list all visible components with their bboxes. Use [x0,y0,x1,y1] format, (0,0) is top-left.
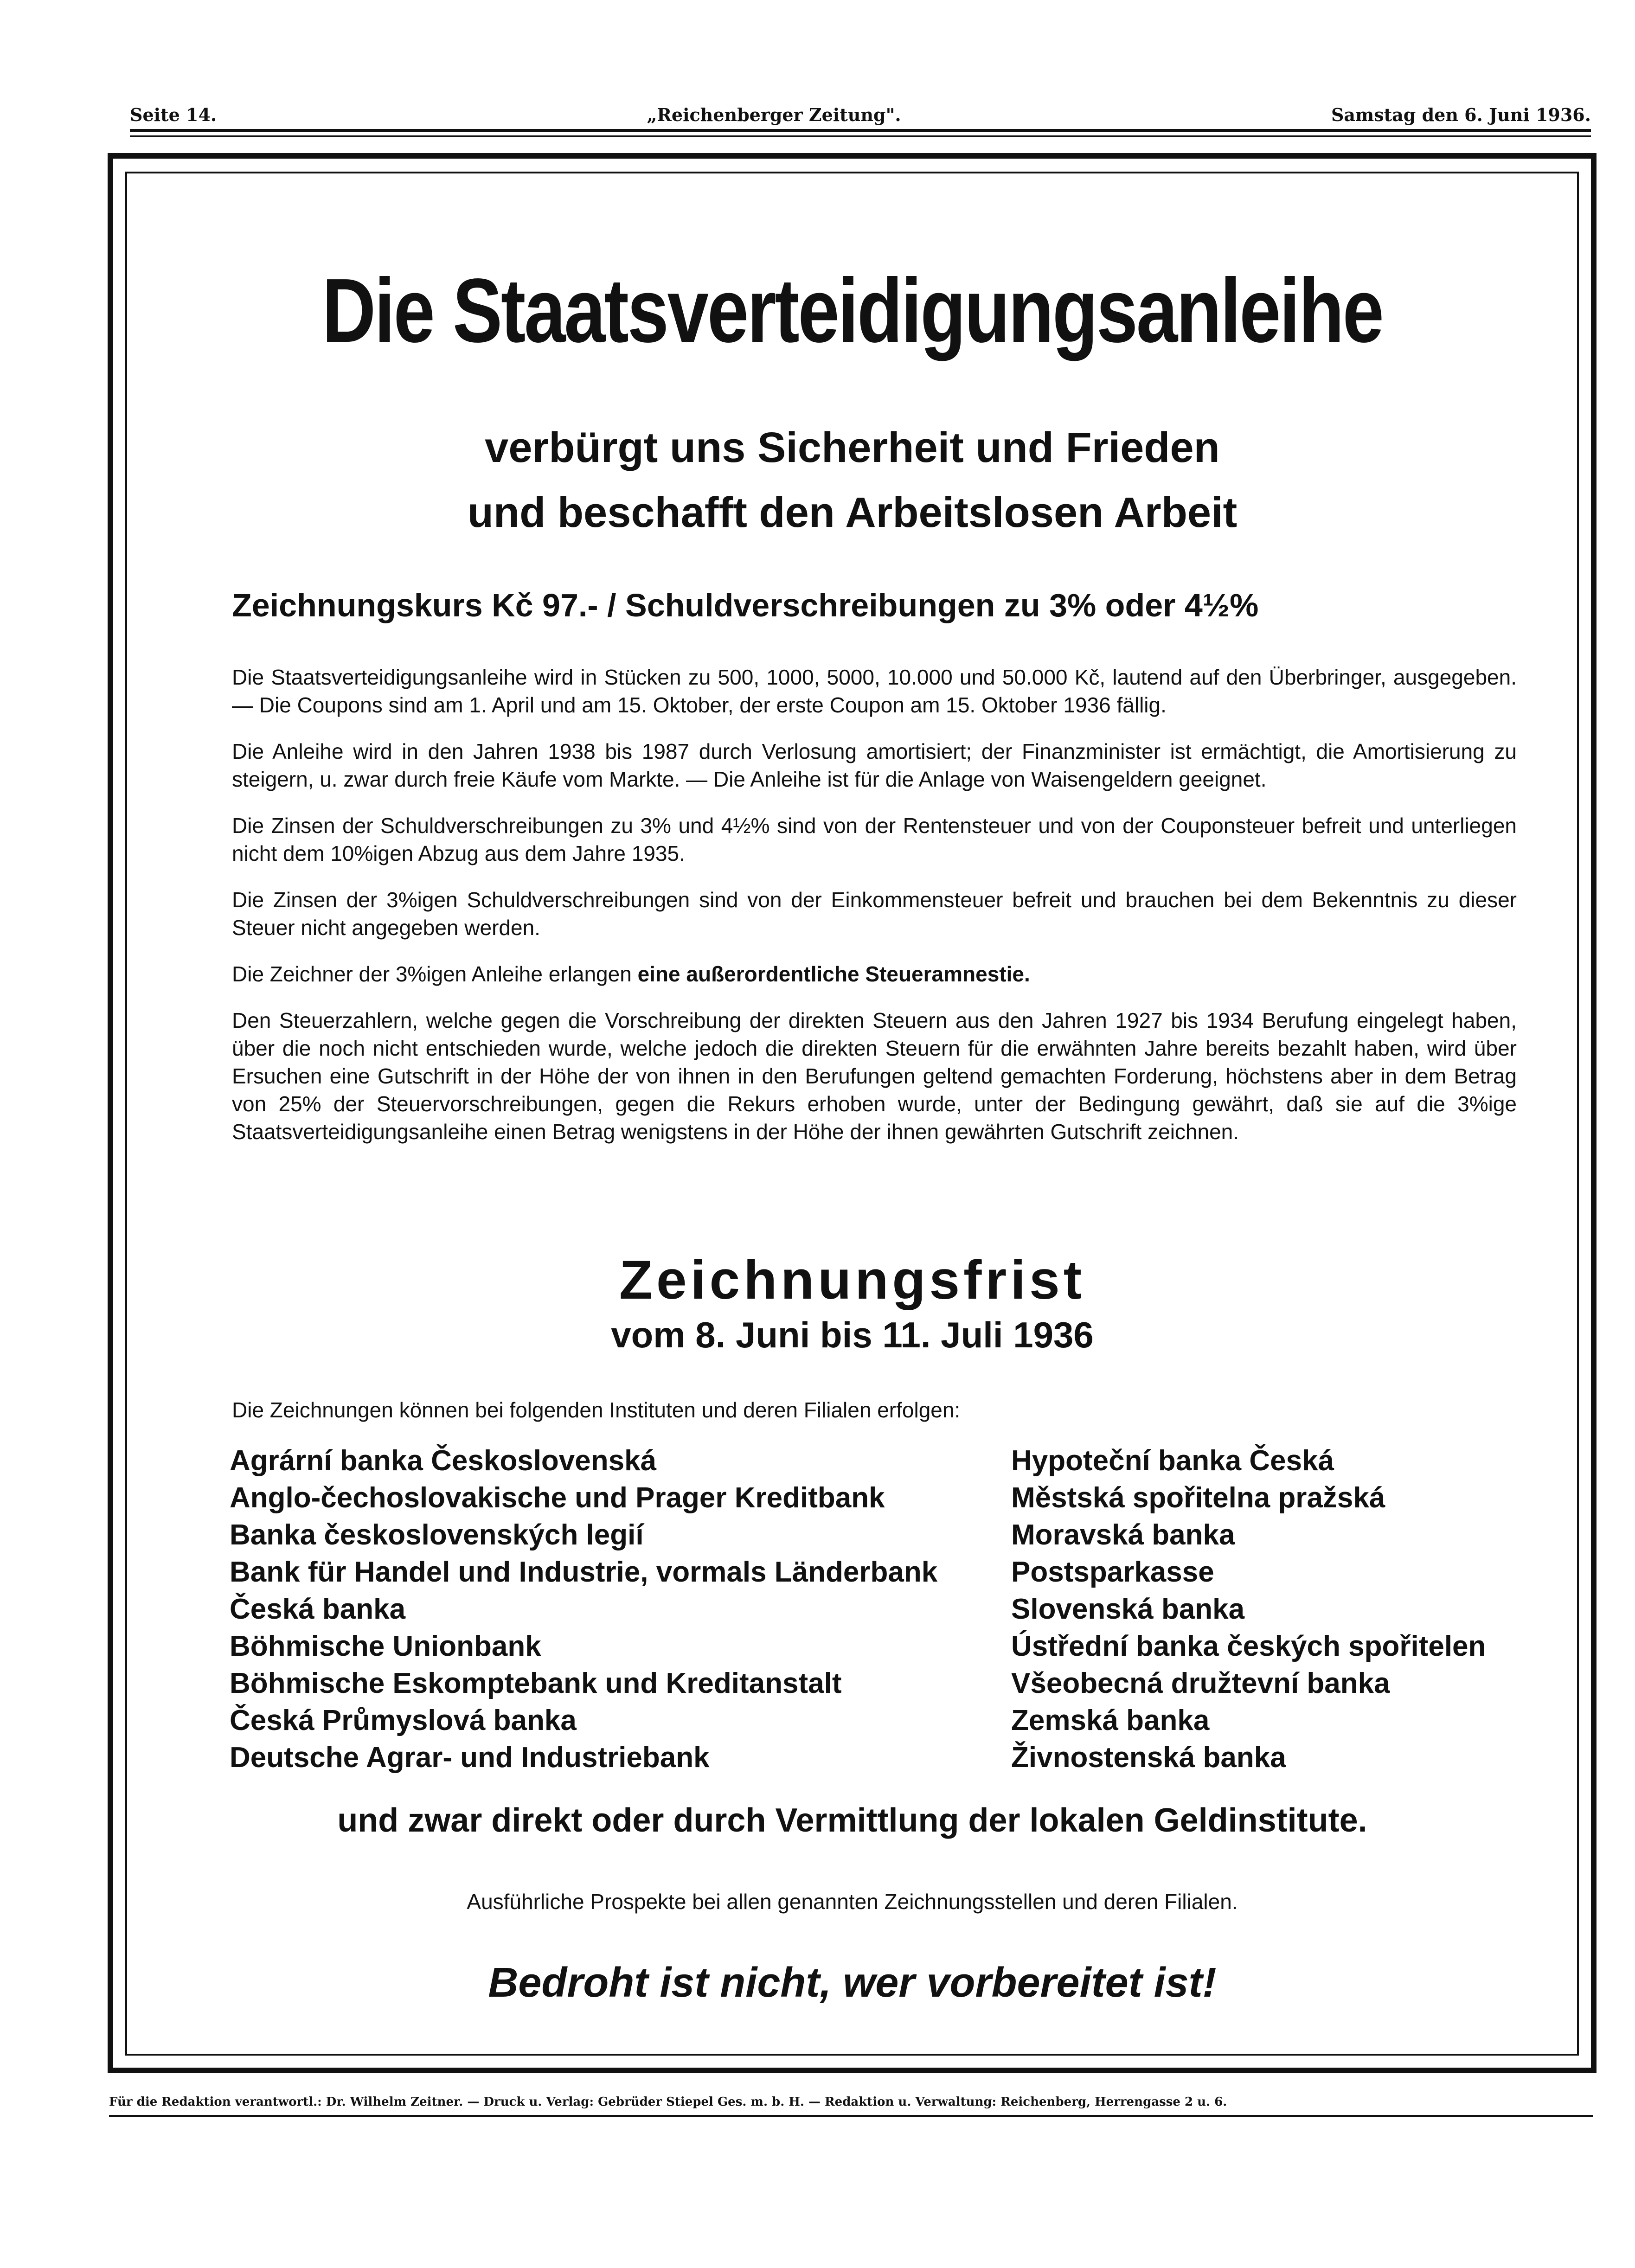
header-rule [130,129,1591,132]
ad-slogan: Bedroht ist nicht, wer vorbereitet ist! [488,1960,1217,2006]
footer-rule [109,2115,1593,2117]
bank-item: Hypoteční banka Česká [1011,1445,1334,1477]
bank-item: Postsparkasse [1011,1556,1214,1588]
header-rule-thin [130,135,1591,137]
paragraph-amnesty [232,960,1517,988]
deadline-title: Zeichnungsfrist [619,1249,1086,1311]
bank-item: Anglo-čechoslovakische und Prager Kreditbank [230,1482,885,1514]
prospectus-note: Ausführliche Prospekte bei allen genannten Zeichnungsstellen und deren Filialen. [467,1890,1238,1914]
amnesty-prefix: Die Zeichner der 3%igen Anleihe erlangen [232,962,638,986]
amnesty-highlight: eine außerordentliche Steueramnestie. [637,962,1030,986]
bank-item: Živnostenská banka [1011,1742,1286,1774]
bank-item: Zemská banka [1011,1704,1210,1736]
footer-imprint: Für die Redaktion verantwortl.: Dr. Wilhelm Zeitner. — Druck u. Verlag: Gebrüder Stiepel Ges. m. b. H. — Redaktion u. Verwaltung: Reichenberg, Herrengasse 2 u. 6. [109,2095,1227,2109]
subscription-channels: und zwar direkt oder durch Vermittlung der lokalen Geldinstitute. [337,1802,1367,1839]
bank-list-right [1011,1442,1486,1776]
bank-item: Bank für Handel und Industrie, vormals Länderbank [230,1556,938,1588]
bank-item: Všeobecná družtevní banka [1011,1667,1390,1699]
bank-item: Banka československých legií [230,1519,644,1551]
ad-subhead-1: verbürgt uns Sicherheit und Frieden [485,424,1220,471]
bank-item: Slovenská banka [1011,1593,1245,1625]
bank-item: Böhmische Eskomptebank und Kreditanstalt [230,1667,842,1699]
subscription-terms: Zeichnungskurs Kč 97.- / Schuldverschreibungen zu 3% oder 4½% [232,587,1259,623]
ad-body-text [232,663,1517,1164]
bank-item: Česká banka [230,1593,406,1625]
ad-subhead-2: und beschafft den Arbeitslosen Arbeit [467,489,1237,536]
bank-item: Česká Průmyslová banka [230,1704,577,1736]
ad-headline: Die Staatsverteidigungsanleihe [322,260,1383,361]
page-number: Seite 14. [130,104,217,125]
page-header [130,93,1591,125]
paragraph-income-tax: Die Zinsen der 3%igen Schuldverschreibungen sind von der Einkommensteuer befreit und brauchen bei dem Bekenntnis zu dieser Steuer nicht angegeben werden. [232,888,1517,940]
bank-item: Městská spořitelna pražská [1011,1482,1385,1514]
bank-item: Böhmische Unionbank [230,1630,541,1662]
paragraph-tax-exemption: Die Zinsen der Schuldverschreibungen zu 3% und 4½% sind von der Rentensteuer und von der Couponsteuer befreit und unterliegen nicht dem 10%igen Abzug aus dem Jahre 1935. [232,814,1517,865]
bank-item: Ústřední banka českých spořitelen [1011,1630,1486,1662]
deadline-date: vom 8. Juni bis 11. Juli 1936 [611,1314,1094,1355]
newspaper-title: „Reichenberger Zeitung". [647,104,901,125]
institutes-intro: Die Zeichnungen können bei folgenden Instituten und deren Filialen erfolgen: [232,1398,961,1422]
issue-date: Samstag den 6. Juni 1936. [1331,104,1591,125]
bank-item: Agrární banka Československá [230,1445,657,1477]
paragraph-denominations: Die Staatsverteidigungsanleihe wird in Stücken zu 500, 1000, 5000, 10.000 und 50.000 Kč, lautend auf den Überbringer, ausgegeben. — Die Coupons sind am 1. April und am 15. Oktober, der erste Coupon am 15. Oktober 1936 fällig. [232,665,1517,717]
bank-list-left [230,1442,937,1776]
bank-item: Deutsche Agrar- und Industriebank [230,1742,710,1774]
bank-item: Moravská banka [1011,1519,1235,1551]
paragraph-amortisation: Die Anleihe wird in den Jahren 1938 bis 1987 durch Verlosung amortisiert; der Finanzminister ist ermächtigt, die Amortisierung zu steigern, u. zwar durch freie Käufe vom Markte. — Die Anleihe ist für die Anlage von Waisengeldern geeignet. [232,739,1517,791]
paragraph-tax-credit: Den Steuerzahlern, welche gegen die Vorschreibung der direkten Steuern aus den Jahren 1927 bis 1934 Berufung eingelegt haben, über die noch nicht entschieden wurde, welche jedoch die direkten Steuern für die erwähnten Jahre bereits bezahlt haben, wird über Ersuchen eine Gutschrift in der Höhe der von ihnen in den Berufungen geltend gemachten Forderung, höchstens aber in dem Betrag von 25% der Steuervorschreibungen, gegen die Rekurs erhoben wurde, unter der Bedingung gewährt, daß sie auf die 3%ige Staatsverteidigungsanleihe einen Betrag wenigstens in der Höhe der ihnen gewährten Gutschrift zeichnen. [232,1008,1517,1144]
